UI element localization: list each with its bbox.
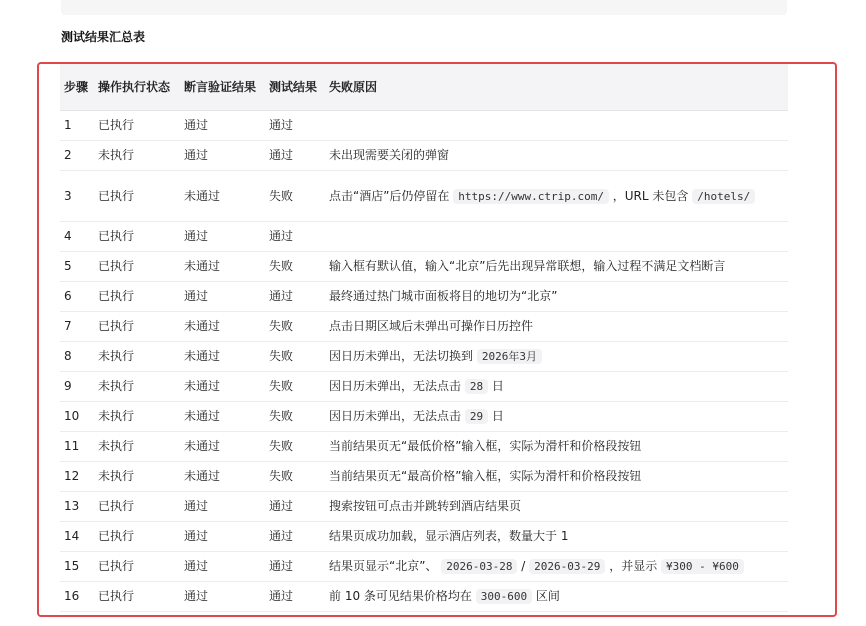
assert-result-cell: 未通过: [180, 312, 265, 342]
reason-text: 输入框有默认值，输入“北京”后先出现异常联想，输入过程不满足文档断言: [329, 259, 726, 273]
assert-result-cell: 通过: [180, 552, 265, 582]
step-cell: 7: [60, 312, 94, 342]
assert-result-cell: 通过: [180, 111, 265, 141]
reason-text: 点击日期区域后未弹出可操作日历控件: [329, 319, 534, 333]
inline-code: 28: [465, 379, 488, 394]
reason-text: 前 10 条可见结果价格均在: [329, 589, 476, 603]
test-result-cell: 失败: [265, 402, 325, 432]
exec-status-cell: 已执行: [94, 282, 180, 312]
reason-text: 日: [488, 379, 504, 393]
assert-result-cell: 通过: [180, 522, 265, 552]
assert-result-cell: 通过: [180, 222, 265, 252]
step-cell: 5: [60, 252, 94, 282]
reason-text: 日: [488, 409, 504, 423]
header-failure-reason: 失败原因: [325, 64, 788, 111]
step-cell: 6: [60, 282, 94, 312]
exec-status-cell: 已执行: [94, 492, 180, 522]
assert-result-cell: 未通过: [180, 372, 265, 402]
assert-result-cell: 未通过: [180, 171, 265, 222]
reason-text: 点击“酒店”后仍停留在: [329, 188, 454, 203]
test-result-cell: 通过: [265, 111, 325, 141]
exec-status-cell: 已执行: [94, 582, 180, 612]
reason-text: 因日历未弹出，无法切换到: [329, 349, 477, 363]
reason-text: 未出现需要关闭的弹窗: [329, 148, 450, 162]
inline-code: 2026-03-28: [441, 559, 517, 574]
reason-text: ，URL 未包含: [608, 188, 693, 203]
assert-result-cell: 通过: [180, 141, 265, 171]
previous-block-bottom: [61, 0, 787, 15]
reason-text: 结果页显示“北京”、: [329, 559, 442, 573]
highlight-frame: [37, 62, 837, 617]
step-cell: 14: [60, 522, 94, 552]
exec-status-cell: 已执行: [94, 312, 180, 342]
exec-status-cell: 未执行: [94, 342, 180, 372]
step-cell: 2: [60, 141, 94, 171]
test-result-cell: 失败: [265, 342, 325, 372]
test-result-cell: 失败: [265, 252, 325, 282]
exec-status-cell: 已执行: [94, 552, 180, 582]
assert-result-cell: 通过: [180, 282, 265, 312]
reason-text: 因日历未弹出，无法点击: [329, 379, 465, 393]
header-assert-result: 断言验证结果: [180, 64, 265, 111]
inline-code: /hotels/: [692, 189, 755, 204]
test-result-cell: 通过: [265, 522, 325, 552]
reason-text: 因日历未弹出，无法点击: [329, 409, 465, 423]
reason-text: 最终通过热门城市面板将目的地切为“北京”: [329, 289, 558, 303]
test-result-cell: 通过: [265, 582, 325, 612]
exec-status-cell: 未执行: [94, 141, 180, 171]
step-cell: 13: [60, 492, 94, 522]
test-result-cell: 失败: [265, 372, 325, 402]
header-test-result: 测试结果: [265, 64, 325, 111]
assert-result-cell: 未通过: [180, 432, 265, 462]
exec-status-cell: 未执行: [94, 462, 180, 492]
exec-status-cell: 未执行: [94, 402, 180, 432]
exec-status-cell: 已执行: [94, 171, 180, 222]
inline-code: 2026年3月: [477, 349, 542, 364]
section-title: 测试结果汇总表: [61, 30, 146, 44]
header-exec-status: 操作执行状态: [94, 64, 180, 111]
inline-code: ¥300 - ¥600: [661, 559, 744, 574]
assert-result-cell: 通过: [180, 582, 265, 612]
test-result-cell: 通过: [265, 492, 325, 522]
reason-text: 当前结果页无“最高价格”输入框，实际为滑杆和价格段按钮: [329, 469, 642, 483]
test-result-cell: 失败: [265, 462, 325, 492]
inline-code: 2026-03-29: [529, 559, 605, 574]
exec-status-cell: 已执行: [94, 252, 180, 282]
reason-text: /: [517, 559, 530, 573]
test-result-cell: 通过: [265, 141, 325, 171]
step-cell: 4: [60, 222, 94, 252]
step-cell: 11: [60, 432, 94, 462]
assert-result-cell: 未通过: [180, 252, 265, 282]
step-cell: 8: [60, 342, 94, 372]
exec-status-cell: 已执行: [94, 111, 180, 141]
test-result-cell: 通过: [265, 222, 325, 252]
inline-code: https://www.ctrip.com/: [453, 189, 609, 204]
step-cell: 9: [60, 372, 94, 402]
assert-result-cell: 未通过: [180, 342, 265, 372]
reason-text: ，并显示: [605, 559, 662, 573]
reason-text: 当前结果页无“最低价格”输入框，实际为滑杆和价格段按钮: [329, 439, 642, 453]
reason-text: 搜索按钮可点击并跳转到酒店结果页: [329, 499, 522, 513]
test-result-cell: 失败: [265, 171, 325, 222]
step-cell: 1: [60, 111, 94, 141]
header-step: 步骤: [60, 64, 94, 111]
exec-status-cell: 已执行: [94, 522, 180, 552]
step-cell: 3: [60, 171, 94, 222]
reason-text: 区间: [532, 589, 560, 603]
inline-code: 300-600: [476, 589, 532, 604]
test-result-cell: 失败: [265, 432, 325, 462]
step-cell: 15: [60, 552, 94, 582]
test-result-cell: 失败: [265, 312, 325, 342]
test-result-cell: 通过: [265, 282, 325, 312]
exec-status-cell: 已执行: [94, 222, 180, 252]
step-cell: 10: [60, 402, 94, 432]
inline-code: 29: [465, 409, 488, 424]
assert-result-cell: 通过: [180, 492, 265, 522]
assert-result-cell: 未通过: [180, 402, 265, 432]
exec-status-cell: 未执行: [94, 432, 180, 462]
step-cell: 16: [60, 582, 94, 612]
reason-text: 结果页成功加载，显示酒店列表，数量大于 1: [329, 529, 569, 543]
exec-status-cell: 未执行: [94, 372, 180, 402]
test-result-cell: 通过: [265, 552, 325, 582]
assert-result-cell: 未通过: [180, 462, 265, 492]
step-cell: 12: [60, 462, 94, 492]
